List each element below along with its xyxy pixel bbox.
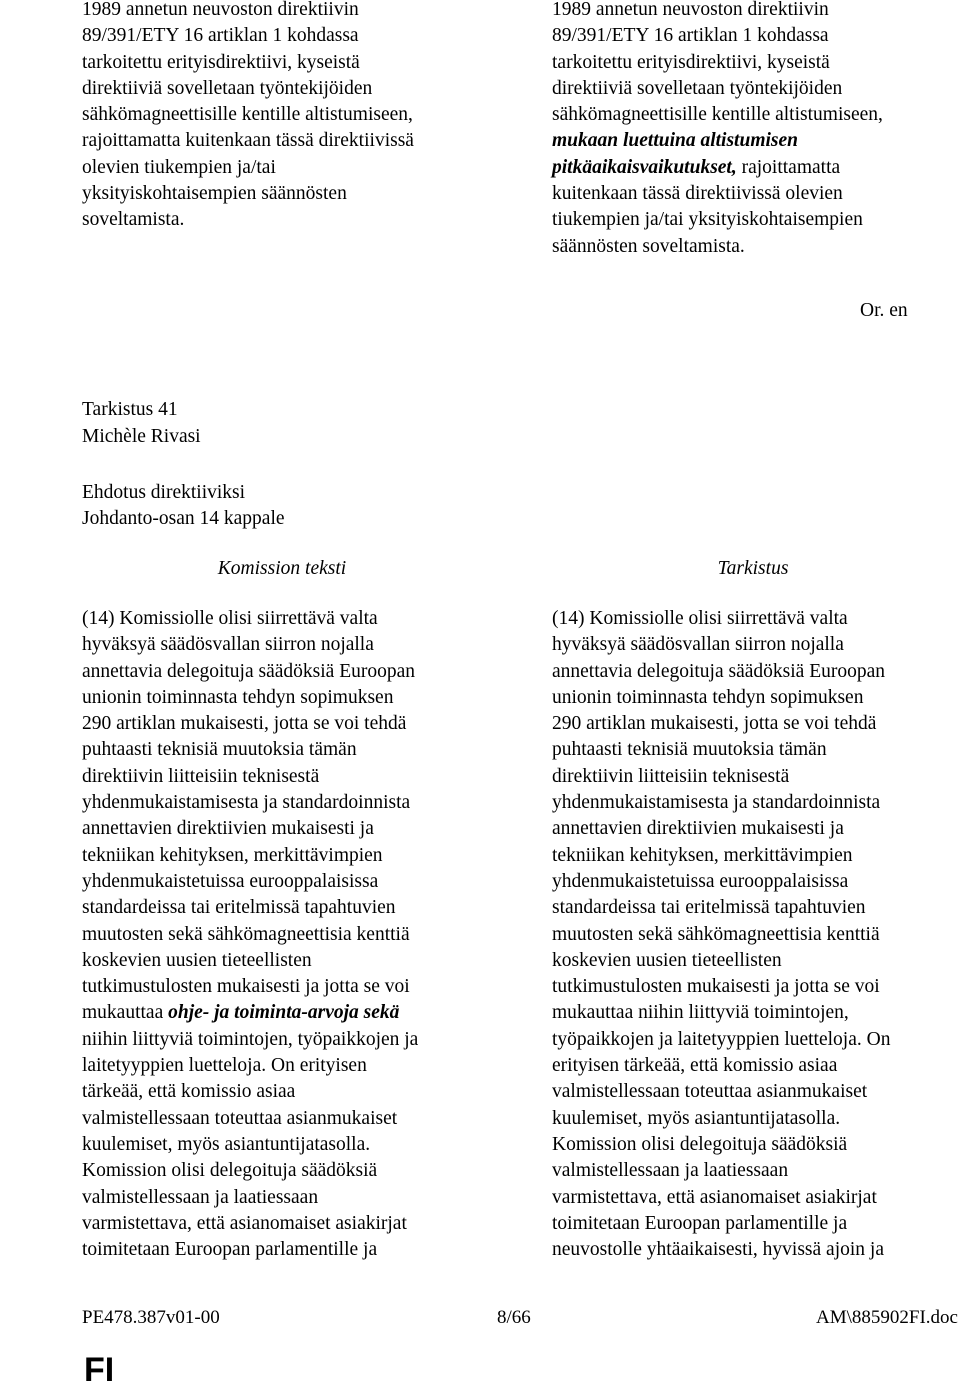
document-reference: PE478.387v01-00 — [82, 1307, 220, 1328]
commission-deleted-text: ohje- ja toiminta-arvoja sekä — [168, 1002, 400, 1024]
amendment-number: Tarkistus 41 — [82, 399, 178, 420]
commission-text-a: (14) Komissiolle olisi siirrettävä valta hyväksyä säädösvallan siirron nojalla annettavia delegoituja säädöksiä Euroopan unionin toiminnasta tehdyn sopimuksen 290 artiklan mukaisesti, jotta se voi tehdä puhtaasti teknisiä muutoksia tämän direktiivin liitteisiin teknisestä yhdenmukaistamisesta ja standardoinnista annettavien direktiivien mukaisesti ja tekniikan kehityksen, merkittävimpien yhdenmukaistetuissa eurooppalaisissa standardeissa tai eritelmissä tapahtuvien muutosten sekä sähkömagneettisia kenttiä koskevien uusien tieteellisten tutkimustulosten mukaisesti ja jotta se voi mukauttaa — [82, 608, 416, 1024]
language-code: FI — [84, 1351, 115, 1389]
amendment-header: Tarkistus — [717, 558, 789, 579]
page-number: 8/66 — [497, 1307, 531, 1328]
previous-left-text: 1989 annetun neuvoston direktiivin 89/391/ETY 16 artiklan 1 kohdassa tarkoitettu erityisdirektiivi, kyseistä direktiiviä sovelletaan työntekijöiden sähkömagneettisille kentille altistumiseen, rajoittamatta kuitenkaan tässä direktiivissä olevien tiukempien ja/tai yksityiskohtaisempien säännösten soveltamista. — [82, 0, 414, 231]
commission-text-header: Komission teksti — [217, 558, 347, 579]
amendment-author: Michèle Rivasi — [82, 426, 201, 447]
previous-right-text-b: rajoittamatta kuitenkaan tässä direktiivissä olevien tiukempien ja/tai yksityiskohtaisempien säännösten soveltamista. — [552, 156, 863, 257]
previous-right-text — [552, 0, 954, 260]
previous-right-text-a: 1989 annetun neuvoston direktiivin 89/391/ETY 16 artiklan 1 kohdassa tarkoitettu erityisdirektiivi, kyseistä direktiiviä sovelletaan työntekijöiden sähkömagneettisille kentille altistumiseen, — [552, 0, 883, 126]
previous-right-amended-text: mukaan luettuina altistumisen pitkäaikaisvaikutukset, — [552, 130, 798, 178]
file-name: AM\885902FI.doc — [816, 1307, 958, 1328]
commission-text-b: niihin liittyviä toimintojen, työpaikkojen ja laitetyyppien luetteloja. On erityisen tärkeää, että komissio asiaa valmistellessaan toteuttaa asianmukaiset kuulemiset, myös asiantuntijatasolla. Komission olisi delegoituja säädöksiä valmistellessaan ja laatiessaan varmistettava, että asianomaiset asiakirjat toimitetaan Euroopan parlamentille ja — [82, 1028, 419, 1261]
proposal-title: Ehdotus direktiiviksi — [82, 482, 246, 503]
proposal-reference: Johdanto-osan 14 kappale — [82, 508, 285, 529]
amendment-body: (14) Komissiolle olisi siirrettävä valta hyväksyä säädösvallan siirron nojalla annettavia delegoituja säädöksiä Euroopan unionin toiminnasta tehdyn sopimuksen 290 artiklan mukaisesti, jotta se voi tehdä puhtaasti teknisiä muutoksia tämän direktiivin liitteisiin teknisestä yhdenmukaistamisesta ja standardoinnista annettavien direktiivien mukaisesti ja tekniikan kehityksen, merkittävimpien yhdenmukaistetuissa eurooppalaisissa standardeissa tai eritelmissä tapahtuvien muutosten sekä sähkömagneettisia kenttiä koskevien uusien tieteellisten tutkimustulosten mukaisesti ja jotta se voi mukauttaa niihin liittyviä toimintojen, työpaikkojen ja laitetyyppien luetteloja. On erityisen tärkeää, että komissio asiaa valmistellessaan toteuttaa asianmukaiset kuulemiset, myös asiantuntijatasolla. Komission olisi delegoituja säädöksiä valmistellessaan ja laatiessaan varmistettava, että asianomaiset asiakirjat toimitetaan Euroopan parlamentille ja neuvostolle yhtäaikaisesti, hyvissä ajoin ja — [552, 608, 891, 1261]
original-language: Or. en — [860, 300, 908, 321]
commission-text-body — [82, 606, 482, 1263]
